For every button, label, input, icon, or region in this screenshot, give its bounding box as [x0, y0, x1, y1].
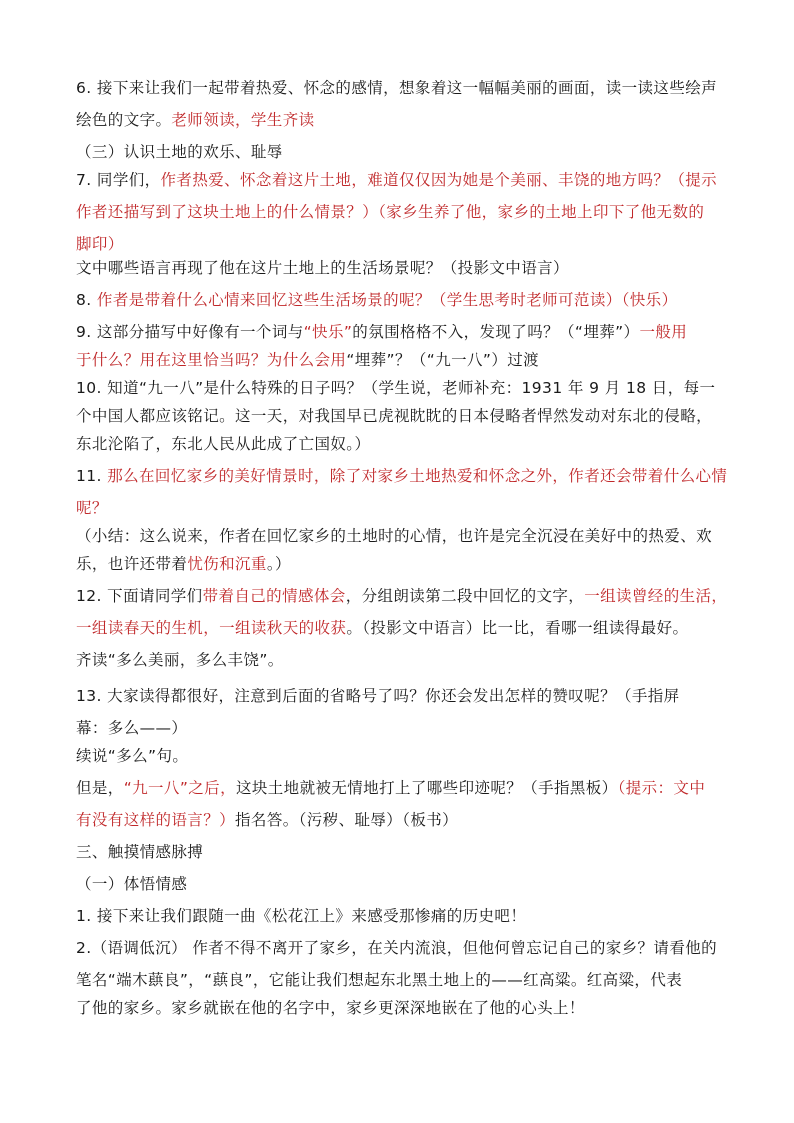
text-line: [76, 406, 712, 426]
body-text: ，分组朗读第二段中回忆的文字，: [345, 587, 585, 605]
text-line: [76, 970, 682, 990]
text-line: [76, 498, 108, 518]
text-line: [76, 434, 370, 454]
highlighted-text: 一组读曾经的生活，: [584, 587, 728, 605]
text-line: [76, 258, 569, 278]
body-text: （一）体悟情感: [76, 875, 188, 893]
highlighted-text: 作者是带着什么心情来回忆这些生活场景的呢？（学生思考时老师可范读）（快乐）: [96, 291, 678, 309]
body-text: 1. 接下来让我们跟随一曲《松花江上》来感受那惨痛的历史吧！: [76, 907, 527, 925]
text-line: [76, 290, 677, 310]
body-text: 指名答。（污秽、耻辱）（板书）: [235, 811, 459, 829]
body-text: （小结：这么说来，作者在回忆家乡的土地时的心情，也许是完全沉浸在美好中的热爱、欢: [76, 527, 713, 545]
text-line: [76, 810, 458, 830]
body-text: （三）认识土地的欢乐、耻辱: [76, 143, 283, 161]
body-text: 10. 知道“九一八”是什么特殊的日子吗？（学生说，老师补充：1931 年 9 月 18 日，每一: [76, 379, 716, 397]
body-text: 了他的家乡。家乡就嵌在他的名字中，家乡更深深地嵌在了他的心头上！: [76, 999, 585, 1017]
body-text: 幕：多么——）: [76, 719, 188, 737]
body-text: 12. 下面请同学们: [76, 587, 203, 605]
highlighted-text: 那么在回忆家乡的美好情景时，除了对家乡土地热爱和怀念之外，作者还会带着什么心情: [107, 467, 728, 485]
text-line: [76, 110, 315, 130]
body-text: 。（投影文中语言）比一比，看哪一组读得最好。: [346, 619, 689, 637]
body-text: 乐，也许还带着: [76, 555, 188, 573]
text-line: [76, 906, 526, 926]
highlighted-text: 老师领读，学生齐读: [171, 111, 315, 129]
body-text: 。）: [266, 555, 291, 573]
text-line: [76, 938, 717, 958]
body-text: 文中哪些语言再现了他在这片土地上的生活场景呢？（投影文中语言）: [76, 259, 569, 277]
text-line: [76, 234, 124, 254]
text-line: [76, 378, 715, 398]
text-line: [76, 842, 203, 862]
body-text: 但是，: [76, 779, 124, 797]
text-line: [76, 202, 704, 222]
highlighted-text: 有没有这样的语言？）: [76, 811, 236, 829]
body-text: 续说“多么”句。: [76, 747, 189, 765]
text-line: [76, 586, 727, 606]
text-line: [76, 322, 687, 342]
highlighted-text: 呢？: [76, 499, 108, 517]
highlighted-text: 忧伤和沉重: [187, 555, 267, 573]
text-line: [76, 350, 539, 370]
text-line: [76, 718, 187, 738]
body-text: 9. 这部分描写中好像有一个词与: [76, 323, 304, 341]
body-text: 东北沦陷了，东北人民从此成了亡国奴。）: [76, 435, 371, 453]
text-line: [76, 170, 717, 190]
body-text: 笔名“端木蕻良”，“蕻良”，它能让我们想起东北黑土地上的——红高粱。红高粱，代表: [76, 971, 683, 989]
body-text: 7. 同学们，: [76, 171, 161, 189]
highlighted-text: 作者还描写到了这块土地上的什么情景？）（家乡生养了他，家乡的土地上印下了他无数的: [76, 203, 705, 221]
highlighted-text: 于什么？用在这里恰当吗？为什么会用: [76, 351, 347, 369]
body-text: 齐读“多么美丽，多么丰饶”。: [76, 651, 284, 669]
body-text: 的氛围格格不入，发现了吗？（“埋葬”）: [352, 323, 640, 341]
highlighted-text: “九一八”之后，: [123, 779, 236, 797]
text-line: [76, 746, 188, 766]
text-line: [76, 554, 291, 574]
text-line: [76, 526, 712, 546]
highlighted-text: 一般用: [639, 323, 688, 341]
text-line: [76, 778, 705, 798]
highlighted-text: 作者热爱、怀念着这片土地，难道仅仅因为她是个美丽、丰饶的地方吗？（提示: [160, 171, 718, 189]
text-line: [76, 142, 283, 162]
text-line: [76, 686, 680, 706]
body-text: 2.（语调低沉） 作者不得不离开了家乡，在关内流浪，但他何曾忘记自己的家乡？请看他的: [76, 939, 718, 957]
text-line: [76, 466, 727, 486]
highlighted-text: （提示：文中: [617, 779, 706, 797]
body-text: 13. 大家读得都很好，注意到后面的省略号了吗？你还会发出怎样的赞叹呢？（手指屏: [76, 687, 680, 705]
body-text: “埋葬”？（“九一八”）过渡: [346, 351, 540, 369]
body-text: 8.: [76, 291, 97, 309]
body-text: 三、触摸情感脉搏: [76, 843, 204, 861]
text-line: [76, 618, 688, 638]
highlighted-text: 一组读春天的生机，一组读秋天的收获: [76, 619, 347, 637]
text-line: [76, 874, 187, 894]
text-line: [76, 78, 717, 98]
body-text: 绘色的文字。: [76, 111, 172, 129]
text-line: [76, 650, 284, 670]
text-line: [76, 998, 585, 1018]
highlighted-text: “快乐”: [303, 323, 353, 341]
highlighted-text: 带着自己的情感体会: [202, 587, 346, 605]
body-text: 这块土地就被无情地打上了哪些印迹呢？（手指黑板）: [235, 779, 618, 797]
body-text: 6. 接下来让我们一起带着热爱、怀念的感情，想象着这一幅幅美丽的画面，读一读这些绘声: [76, 79, 718, 97]
body-text: 11.: [76, 467, 108, 485]
body-text: 个中国人都应该铭记。这一天，对我国早已虎视眈眈的日本侵略者悍然发动对东北的侵略，: [76, 407, 713, 425]
highlighted-text: 脚印）: [76, 235, 124, 253]
